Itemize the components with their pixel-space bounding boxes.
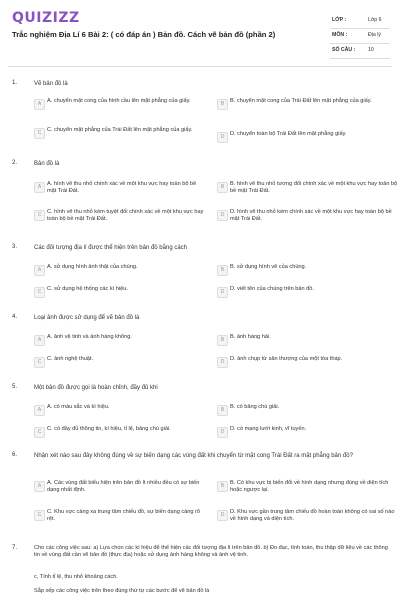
question-number: 2. — [12, 160, 18, 166]
option-letter-badge: C — [34, 510, 45, 521]
question-text: Nhận xét nào sau đây không đúng về sự biến dạng các vùng đất khi chuyển từ mặt cong Trái Đất ra mặt phẳng bản đồ? — [34, 453, 353, 459]
page-title: Trắc nghiệm Địa Lí 6 Bài 2: ( có đáp án ) Bản đồ. Cách vẽ bản đồ (phần 2) — [12, 30, 276, 39]
option-letter-badge: B — [217, 99, 228, 110]
option-text: C. sử dụng hệ thống các kí hiệu. — [47, 286, 128, 292]
question-number: 5. — [12, 384, 18, 390]
option-letter-badge: B — [217, 481, 228, 492]
question-number: 6. — [12, 452, 18, 458]
option-letter-badge: D — [217, 132, 228, 143]
option-text: D. viết tên của chúng trên bản đồ. — [230, 286, 314, 292]
option-letter-badge: C — [34, 287, 45, 298]
option-text: A. chuyển mặt cong của hình cầu lên mặt phẳng của giấy. — [47, 98, 191, 104]
question-number: 7. — [12, 545, 18, 551]
option-text: C. có đầy đủ thông tin, kí hiệu, tỉ lệ, bảng chú giải. — [47, 426, 171, 432]
option-text: C. Khu vực càng xa trung tâm chiếu đồ, sự biến dạng càng rõ rệt. — [47, 509, 201, 523]
option-letter-badge: A — [34, 481, 45, 492]
question-number: 4. — [12, 314, 18, 320]
question-text: Loại ảnh được sử dụng để vẽ bản đồ là — [34, 315, 140, 321]
question-note: c, Tính tỉ lệ, thu nhỏ khoảng cách. — [34, 574, 118, 580]
option-text: B. sử dụng hình vẽ của chúng. — [230, 264, 307, 270]
option-letter-badge: A — [34, 405, 45, 416]
meta-table — [330, 14, 390, 59]
option-letter-badge: C — [34, 210, 45, 221]
question-text: Cho các công việc sau: a) Lựa chọn các kí hiệu để thể hiện các đối tượng địa lí trên bản đồ. b) Đo đạc, tính toán, thu thập dữ liệu về các thông tin về vùng đất cần vẽ bản đồ (thực địa) hoặc sử dụng ảnh hàng không và ảnh vệ tinh. — [34, 545, 388, 559]
question-text: Các đối tượng địa lí được thể hiện trên bản đồ bằng cách — [34, 245, 187, 251]
option-letter-badge: D — [217, 287, 228, 298]
option-letter-badge: B — [217, 335, 228, 346]
option-letter-badge: A — [34, 182, 45, 193]
option-letter-badge: B — [217, 182, 228, 193]
option-text: A. Các vùng đất biểu hiện trên bản đồ ít nhiều đều có sự biến dạng nhất định. — [47, 480, 200, 494]
option-letter-badge: B — [217, 405, 228, 416]
option-text: C. ảnh nghệ thuật. — [47, 356, 94, 362]
question-note: Sắp xếp các công việc trên theo đúng thứ tự các bước để vẽ bản đồ là — [34, 588, 210, 594]
question-number: 3. — [12, 244, 18, 250]
meta-row-count — [330, 44, 390, 59]
option-text: C. chuyển mặt phẳng của Trái Đất lên mặt phẳng của giấy. — [47, 127, 193, 133]
header-divider — [8, 66, 392, 67]
option-letter-badge: D — [217, 210, 228, 221]
option-text: B. hình vẽ thu nhỏ tương đối chính xác về một khu vực hay toàn bộ bề mặt Trái Đất. — [230, 181, 398, 195]
option-text: A. có màu sắc và kí hiệu. — [47, 404, 110, 410]
meta-label: MÔN : — [332, 32, 348, 38]
question-text: Bản đồ là — [34, 161, 60, 167]
option-text: B. Có khu vực bị biến đổi về hình dạng nhưng đúng về diện tích hoặc ngược lại. — [230, 480, 389, 494]
option-text: B. chuyển mặt cong của Trái Đất lên mặt phẳng của giấy. — [230, 98, 372, 104]
meta-label: SỐ CÂU : — [332, 47, 356, 53]
meta-row-class — [330, 14, 390, 29]
meta-label: LỚP : — [332, 17, 347, 23]
meta-value: 10 — [368, 47, 374, 53]
option-text: D. ảnh chụp từ sân thượng của một tòa tháp. — [230, 356, 343, 362]
option-letter-badge: A — [34, 99, 45, 110]
question-number: 1. — [12, 80, 18, 86]
option-letter-badge: C — [34, 427, 45, 438]
quizizz-logo: QUIZIZZ — [12, 10, 80, 26]
question-text: Vẽ bản đồ là — [34, 81, 68, 87]
option-letter-badge: D — [217, 357, 228, 368]
option-text: C. hình vẽ thu nhỏ kém tuyệt đối chính xác về một khu vực hay toàn bộ bề mặt Trái Đất. — [47, 209, 204, 223]
option-letter-badge: D — [217, 427, 228, 438]
meta-value: Địa lý — [368, 32, 381, 38]
option-text: D. chuyển toàn bộ Trái Đất lên mặt phẳng giấy. — [230, 131, 347, 137]
option-text: B. ảnh hàng hải. — [230, 334, 271, 340]
meta-value: Lớp 6 — [368, 17, 382, 23]
option-text: D. hình vẽ thu nhỏ kém chính xác về một khu vực hay toàn bộ bề mặt Trái Đất. — [230, 209, 392, 223]
question-text: Một bản đồ được gọi là hoàn chỉnh, đầy đủ khi — [34, 385, 158, 391]
option-letter-badge: D — [217, 510, 228, 521]
option-letter-badge: A — [34, 335, 45, 346]
option-text: D. có mạng lưới kinh, vĩ tuyến. — [230, 426, 307, 432]
option-letter-badge: C — [34, 128, 45, 139]
option-letter-badge: B — [217, 265, 228, 276]
option-text: D. Khu vực gần trung tâm chiếu đồ hoàn toàn không có sai số nào về hình dạng và diện tích. — [230, 509, 395, 523]
meta-row-subject — [330, 29, 390, 44]
option-letter-badge: A — [34, 265, 45, 276]
option-text: B. có bảng chú giải. — [230, 404, 280, 410]
option-letter-badge: C — [34, 357, 45, 368]
option-text: A. hình vẽ thu nhỏ chính xác về một khu vực hay toàn bộ bề mặt Trái Đất. — [47, 181, 197, 195]
worksheet-header — [0, 0, 400, 66]
option-text: A. ảnh vệ tinh và ảnh hàng không. — [47, 334, 132, 340]
option-text: A. sử dụng hình ảnh thật của chúng. — [47, 264, 138, 270]
